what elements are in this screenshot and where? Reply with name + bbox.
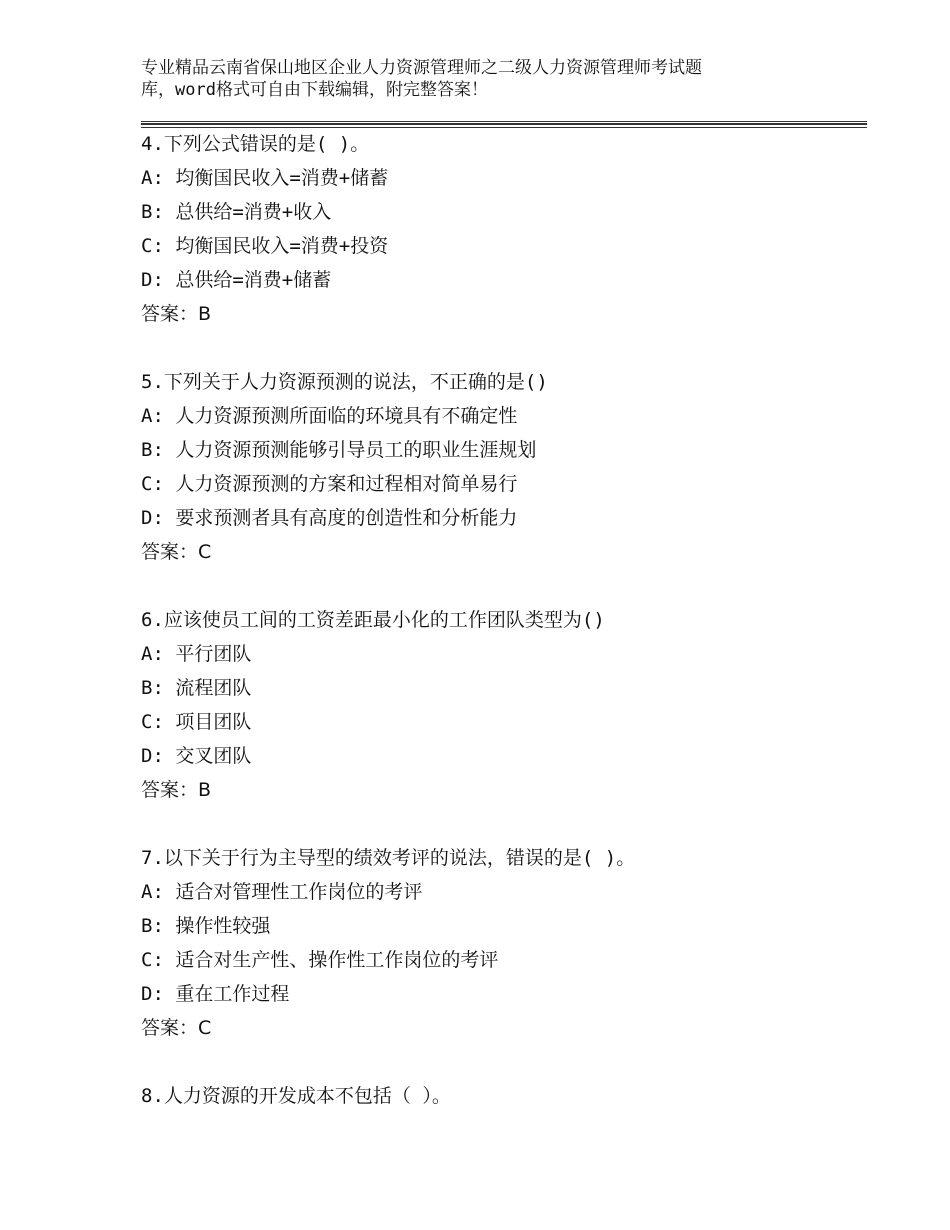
header-divider-middle bbox=[141, 123, 867, 125]
option-b: B: 操作性较强 bbox=[141, 915, 271, 937]
option-d: D: 交叉团队 bbox=[141, 745, 252, 767]
question-stem: 8.人力资源的开发成本不包括（ ）。 bbox=[141, 1085, 451, 1107]
question-4 bbox=[141, 131, 867, 335]
option-a: A: 均衡国民收入=消费+储蓄 bbox=[141, 167, 389, 189]
option-d: D: 重在工作过程 bbox=[141, 983, 290, 1005]
option-d: D: 要求预测者具有高度的创造性和分析能力 bbox=[141, 507, 518, 529]
option-a: A: 人力资源预测所面临的环境具有不确定性 bbox=[141, 405, 518, 427]
answer-label: 答案：C bbox=[141, 541, 212, 563]
option-c: C: 人力资源预测的方案和过程相对简单易行 bbox=[141, 473, 518, 495]
option-d: D: 总供给=消费+储蓄 bbox=[141, 269, 332, 291]
header-divider-top bbox=[141, 121, 867, 122]
question-stem: 6.应该使员工间的工资差距最小化的工作团队类型为() bbox=[141, 609, 605, 631]
answer-label: 答案：C bbox=[141, 1017, 212, 1039]
question-6 bbox=[141, 607, 867, 811]
option-c: C: 项目团队 bbox=[141, 711, 252, 733]
question-stem: 7.以下关于行为主导型的绩效考评的说法，错误的是( )。 bbox=[141, 847, 636, 869]
option-b: B: 流程团队 bbox=[141, 677, 252, 699]
question-stem: 5.下列关于人力资源预测的说法，不正确的是() bbox=[141, 371, 548, 393]
option-a: A: 适合对管理性工作岗位的考评 bbox=[141, 881, 423, 903]
question-stem: 4.下列公式错误的是( )。 bbox=[141, 133, 370, 155]
document-header bbox=[141, 57, 821, 101]
answer-label: 答案：B bbox=[141, 303, 212, 325]
header-line-1: 专业精品云南省保山地区企业人力资源管理师之二级人力资源管理师考试题 bbox=[141, 58, 702, 78]
option-b: B: 人力资源预测能够引导员工的职业生涯规划 bbox=[141, 439, 537, 461]
option-b: B: 总供给=消费+收入 bbox=[141, 201, 332, 223]
question-list bbox=[141, 131, 867, 1151]
question-8 bbox=[141, 1083, 867, 1117]
question-5 bbox=[141, 369, 867, 573]
header-line-2: 库，word格式可自由下载编辑，附完整答案！ bbox=[141, 80, 488, 100]
header-divider-bottom bbox=[141, 127, 867, 128]
option-a: A: 平行团队 bbox=[141, 643, 252, 665]
answer-label: 答案：B bbox=[141, 779, 212, 801]
question-7 bbox=[141, 845, 867, 1049]
option-c: C: 适合对生产性、操作性工作岗位的考评 bbox=[141, 949, 499, 971]
option-c: C: 均衡国民收入=消费+投资 bbox=[141, 235, 389, 257]
